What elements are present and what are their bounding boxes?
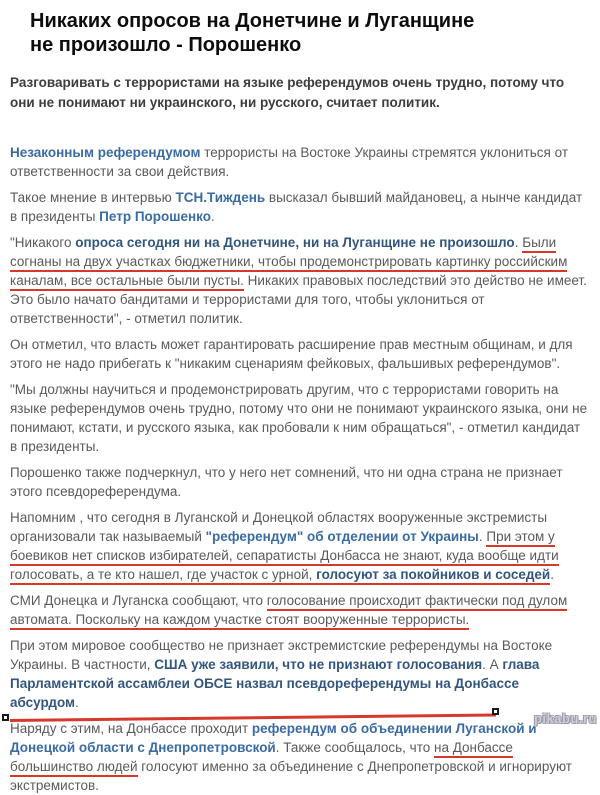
paragraph — [10, 233, 590, 328]
inline-link[interactable]: "референдум" об отделении от Украины — [205, 529, 479, 544]
text-segment: . — [550, 567, 554, 582]
text-segment: . — [211, 209, 215, 224]
highlight-underline: голосование происходит фактически под дулом автомата. Поскольку на каждом участке стоят вооруженные террористы. — [10, 593, 567, 630]
emphasis-text: глава Парламентской ассамблеи ОБСЕ назвал псевдореферендумы на Донбассе абсурдом — [10, 657, 540, 710]
paragraph — [10, 335, 590, 373]
page-title — [30, 9, 574, 57]
text-segment: При этом мировое сообщество не признает экстремистские референдумы на Востоке Украины. В частности, — [10, 638, 553, 672]
article-body — [10, 143, 590, 795]
text-segment: голосуют именно за объединение с Днепропетровской и игнорируют экстремистов. — [10, 759, 572, 793]
emphasis-text: опроса сегодня ни на Донетчине, ни на Луганщине не произошло — [75, 235, 515, 250]
highlight-underline: Были согнаны на двух участках бюджетники, чтобы продемонстрировать картинку российским каналам, все остальные были пусты. — [10, 235, 567, 291]
paragraph — [10, 188, 590, 226]
annotation-handle-left[interactable] — [2, 714, 9, 721]
paragraph — [10, 508, 590, 584]
text-segment: Наряду с этим, на Донбассе проходит — [10, 721, 252, 736]
text-segment: . А — [482, 657, 503, 672]
paragraph — [10, 143, 590, 181]
text-segment: . Также сообщалось, что — [275, 740, 435, 755]
paragraph — [10, 463, 590, 501]
paragraph — [10, 719, 590, 795]
annotation-handle-right[interactable] — [492, 708, 499, 715]
text-segment: "Мы должны научиться и продемонстрировать другим, что с террористами говорить на языке референдумов очень трудно, потому что они не понимают украинского языка, они не понимают, кстати, и русского языка, как пробовали к ним обращаться", - отметил кандидат в президенты. — [10, 382, 588, 454]
text-segment: высказал бывший майдановец, а нынче кандидат в президенты — [10, 190, 583, 224]
inline-link[interactable]: Петр Порошенко — [99, 209, 211, 224]
article-lead: Разговаривать с террористами на языке референдумов очень трудно, потому что они не понимают ни украинского, ни русского, считает политик. — [10, 75, 565, 110]
paragraph — [10, 636, 590, 712]
text-segment: Такое мнение в интервью — [10, 190, 176, 205]
text-segment: . — [478, 529, 487, 544]
watermark: pikabu.ru — [533, 711, 597, 726]
text-segment: "Никакого — [10, 235, 76, 250]
inline-link[interactable]: Незаконным референдумом — [10, 145, 201, 160]
article-page — [0, 9, 600, 793]
text-segment: . — [75, 695, 79, 710]
emphasis-text: США уже заявили, что не признают голосования — [154, 657, 483, 672]
text-segment: Он отметил, что власть может гарантировать расширение прав местным общинам, и для этого не надо прибегать к "никаким сценариям фейковых, фальшивых референдумов". — [10, 337, 573, 371]
page-title-line1: Никаких опросов на Донетчине и Луганщине — [30, 10, 475, 32]
text-segment: Напомним , что сегодня в Луганской и Донецкой областях вооруженные экстремисты организовали так называемый — [10, 510, 548, 544]
paragraph — [10, 380, 590, 456]
inline-link[interactable]: ТСН.Тиждень — [175, 190, 266, 205]
text-segment: . — [514, 235, 523, 250]
emphasis-highlight-underline: голосуют за покойников и соседей — [316, 567, 550, 585]
text-segment: Никаких правовых последствий это действо не имеет. Это было начато бандитами и террористами для того, чтобы уклониться от ответственности", - отметил политик. — [10, 273, 587, 326]
highlight-underline: на Донбассе большинство людей — [10, 740, 513, 777]
paragraph — [10, 591, 590, 629]
text-segment: Порошенко также подчеркнул, что у него нет сомнений, что ни одна страна не признает этого псевдореферендума. — [10, 465, 563, 499]
text-segment: СМИ Донецка и Луганска сообщают, что — [10, 593, 267, 608]
text-segment: террористы на Востоке Украины стремятся уклониться от ответственности за свои действия. — [10, 145, 569, 179]
highlight-underline: При этом у боевиков нет списков избирателей, сепаратисты Донбасса не знают, куда вообще идти голосовать, а те кто нашел, где участок с урной, — [10, 529, 559, 585]
inline-link[interactable]: референдум об объединении Луганской и Донецкой области с Днепропетровской — [10, 721, 537, 755]
page-title-line2: не произошло - Порошенко — [30, 34, 302, 56]
